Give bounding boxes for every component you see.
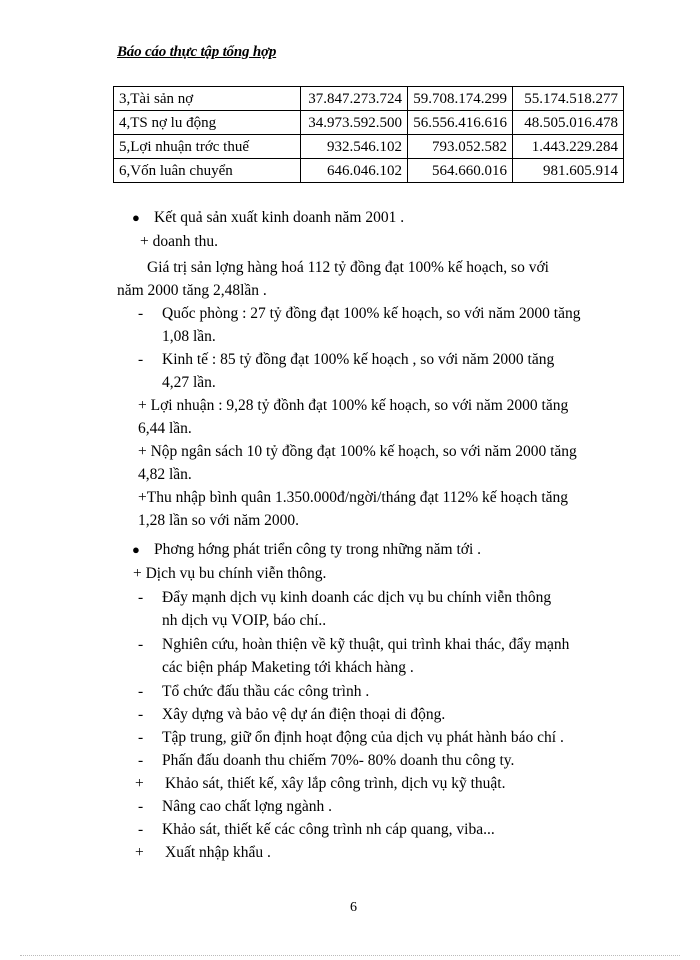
financial-table (113, 86, 624, 183)
footer-divider (20, 955, 680, 957)
dash-marker: - (138, 706, 144, 723)
dash-marker: - (138, 798, 144, 815)
dash-marker: - (138, 589, 144, 606)
value-cell: 1.443.229.284 (513, 135, 624, 159)
row-label-cell: 6,Vốn luân chuyển (114, 159, 301, 183)
value-cell: 37.847.273.724 (301, 87, 408, 111)
revenue-text-line-1: Giá trị sản lợng hàng hoá 112 tỷ đồng đạt 100% kế hoạch, so với (147, 259, 549, 276)
economy-line-1: Kinh tế : 85 tỷ đồng đạt 100% kế hoạch , so với năm 2000 tăng (162, 351, 555, 368)
defense-line-2: 1,08 lần. (162, 328, 216, 345)
dash-marker: - (138, 683, 144, 700)
section-title-results: Kết quả sản xuất kinh doanh năm 2001 . (154, 209, 405, 226)
defense-line-1: Quốc phòng : 27 tỷ đồng đạt 100% kế hoạch, so với năm 2000 tăng (162, 305, 581, 322)
revenue-text-line-2: năm 2000 tăng 2,48lần . (117, 282, 267, 299)
list-item-line: Tập trung, giữ ổn định hoạt động của dịch vụ phát hành báo chí . (162, 729, 564, 746)
value-cell: 793.052.582 (408, 135, 513, 159)
value-cell: 564.660.016 (408, 159, 513, 183)
value-cell: 59.708.174.299 (408, 87, 513, 111)
list-item-line: Xuất nhập khẩu . (165, 844, 271, 861)
list-item-line: các biện pháp Maketing tới khách hàng . (162, 659, 414, 676)
table-row (114, 135, 624, 159)
section-title-direction: Phơng hớng phát triển công ty trong những năm tới . (154, 541, 482, 558)
budget-line-2: 4,82 lần. (138, 466, 192, 483)
value-cell: 981.605.914 (513, 159, 624, 183)
value-cell: 646.046.102 (301, 159, 408, 183)
value-cell: 932.546.102 (301, 135, 408, 159)
dash-marker: - (138, 351, 144, 368)
value-cell: 56.556.416.616 (408, 111, 513, 135)
dash-marker: - (138, 821, 144, 838)
plus-marker: + (135, 775, 144, 792)
list-item-line: Khảo sát, thiết kế, xây lắp công trình, dịch vụ kỹ thuật. (165, 775, 506, 792)
dash-marker: - (138, 729, 144, 746)
table-row (114, 111, 624, 135)
income-line-2: 1,28 lần so với năm 2000. (138, 512, 300, 529)
row-label-cell: 4,TS nợ lu động (114, 111, 301, 135)
value-cell: 55.174.518.277 (513, 87, 624, 111)
budget-line-1: + Nộp ngân sách 10 tỷ đồng đạt 100% kế hoạch, so với năm 2000 tăng (138, 443, 577, 460)
page-number: 6 (350, 900, 357, 915)
list-item-line: nh dịch vụ VOIP, báo chí.. (162, 612, 327, 629)
list-item-line: Đẩy mạnh dịch vụ kinh doanh các dịch vụ bu chính viễn thông (162, 589, 552, 606)
table-row (114, 159, 624, 183)
dash-marker: - (138, 636, 144, 653)
plus-marker: + (135, 844, 144, 861)
dash-marker: - (138, 752, 144, 769)
table-row (114, 87, 624, 111)
list-item-line: Nâng cao chất lợng ngành . (162, 798, 333, 815)
dash-marker: - (138, 305, 144, 322)
bullet-dot-icon: ● (132, 542, 140, 557)
revenue-heading: + doanh thu. (140, 233, 219, 250)
list-item-line: Nghiên cứu, hoàn thiện về kỹ thuật, qui trình khai thác, đẩy mạnh (162, 636, 570, 653)
list-item-line: Khảo sát, thiết kế các công trình nh cáp quang, viba... (162, 821, 495, 838)
economy-line-2: 4,27 lần. (162, 374, 216, 391)
income-line-1: +Thu nhập bình quân 1.350.000đ/ngời/tháng đạt 112% kế hoạch tăng (138, 489, 569, 506)
profit-line-1: + Lợi nhuận : 9,28 tỷ đồnh đạt 100% kế hoạch, so với năm 2000 tăng (138, 397, 569, 414)
row-label-cell: 3,Tài sản nợ (114, 87, 301, 111)
page-header-title: Báo cáo thực tập tổng hợp (117, 44, 277, 60)
value-cell: 48.505.016.478 (513, 111, 624, 135)
list-item-line: Phấn đấu doanh thu chiếm 70%- 80% doanh thu công ty. (162, 752, 515, 769)
profit-line-2: 6,44 lần. (138, 420, 192, 437)
row-label-cell: 5,Lợi nhuận trớc thuế (114, 135, 301, 159)
postal-heading: + Dịch vụ bu chính viễn thông. (133, 565, 327, 582)
value-cell: 34.973.592.500 (301, 111, 408, 135)
list-item-line: Tổ chức đấu thầu các công trình . (162, 683, 370, 700)
bullet-dot-icon: ● (132, 210, 140, 225)
list-item-line: Xây dựng và bảo vệ dự án điện thoại di động. (162, 706, 446, 723)
